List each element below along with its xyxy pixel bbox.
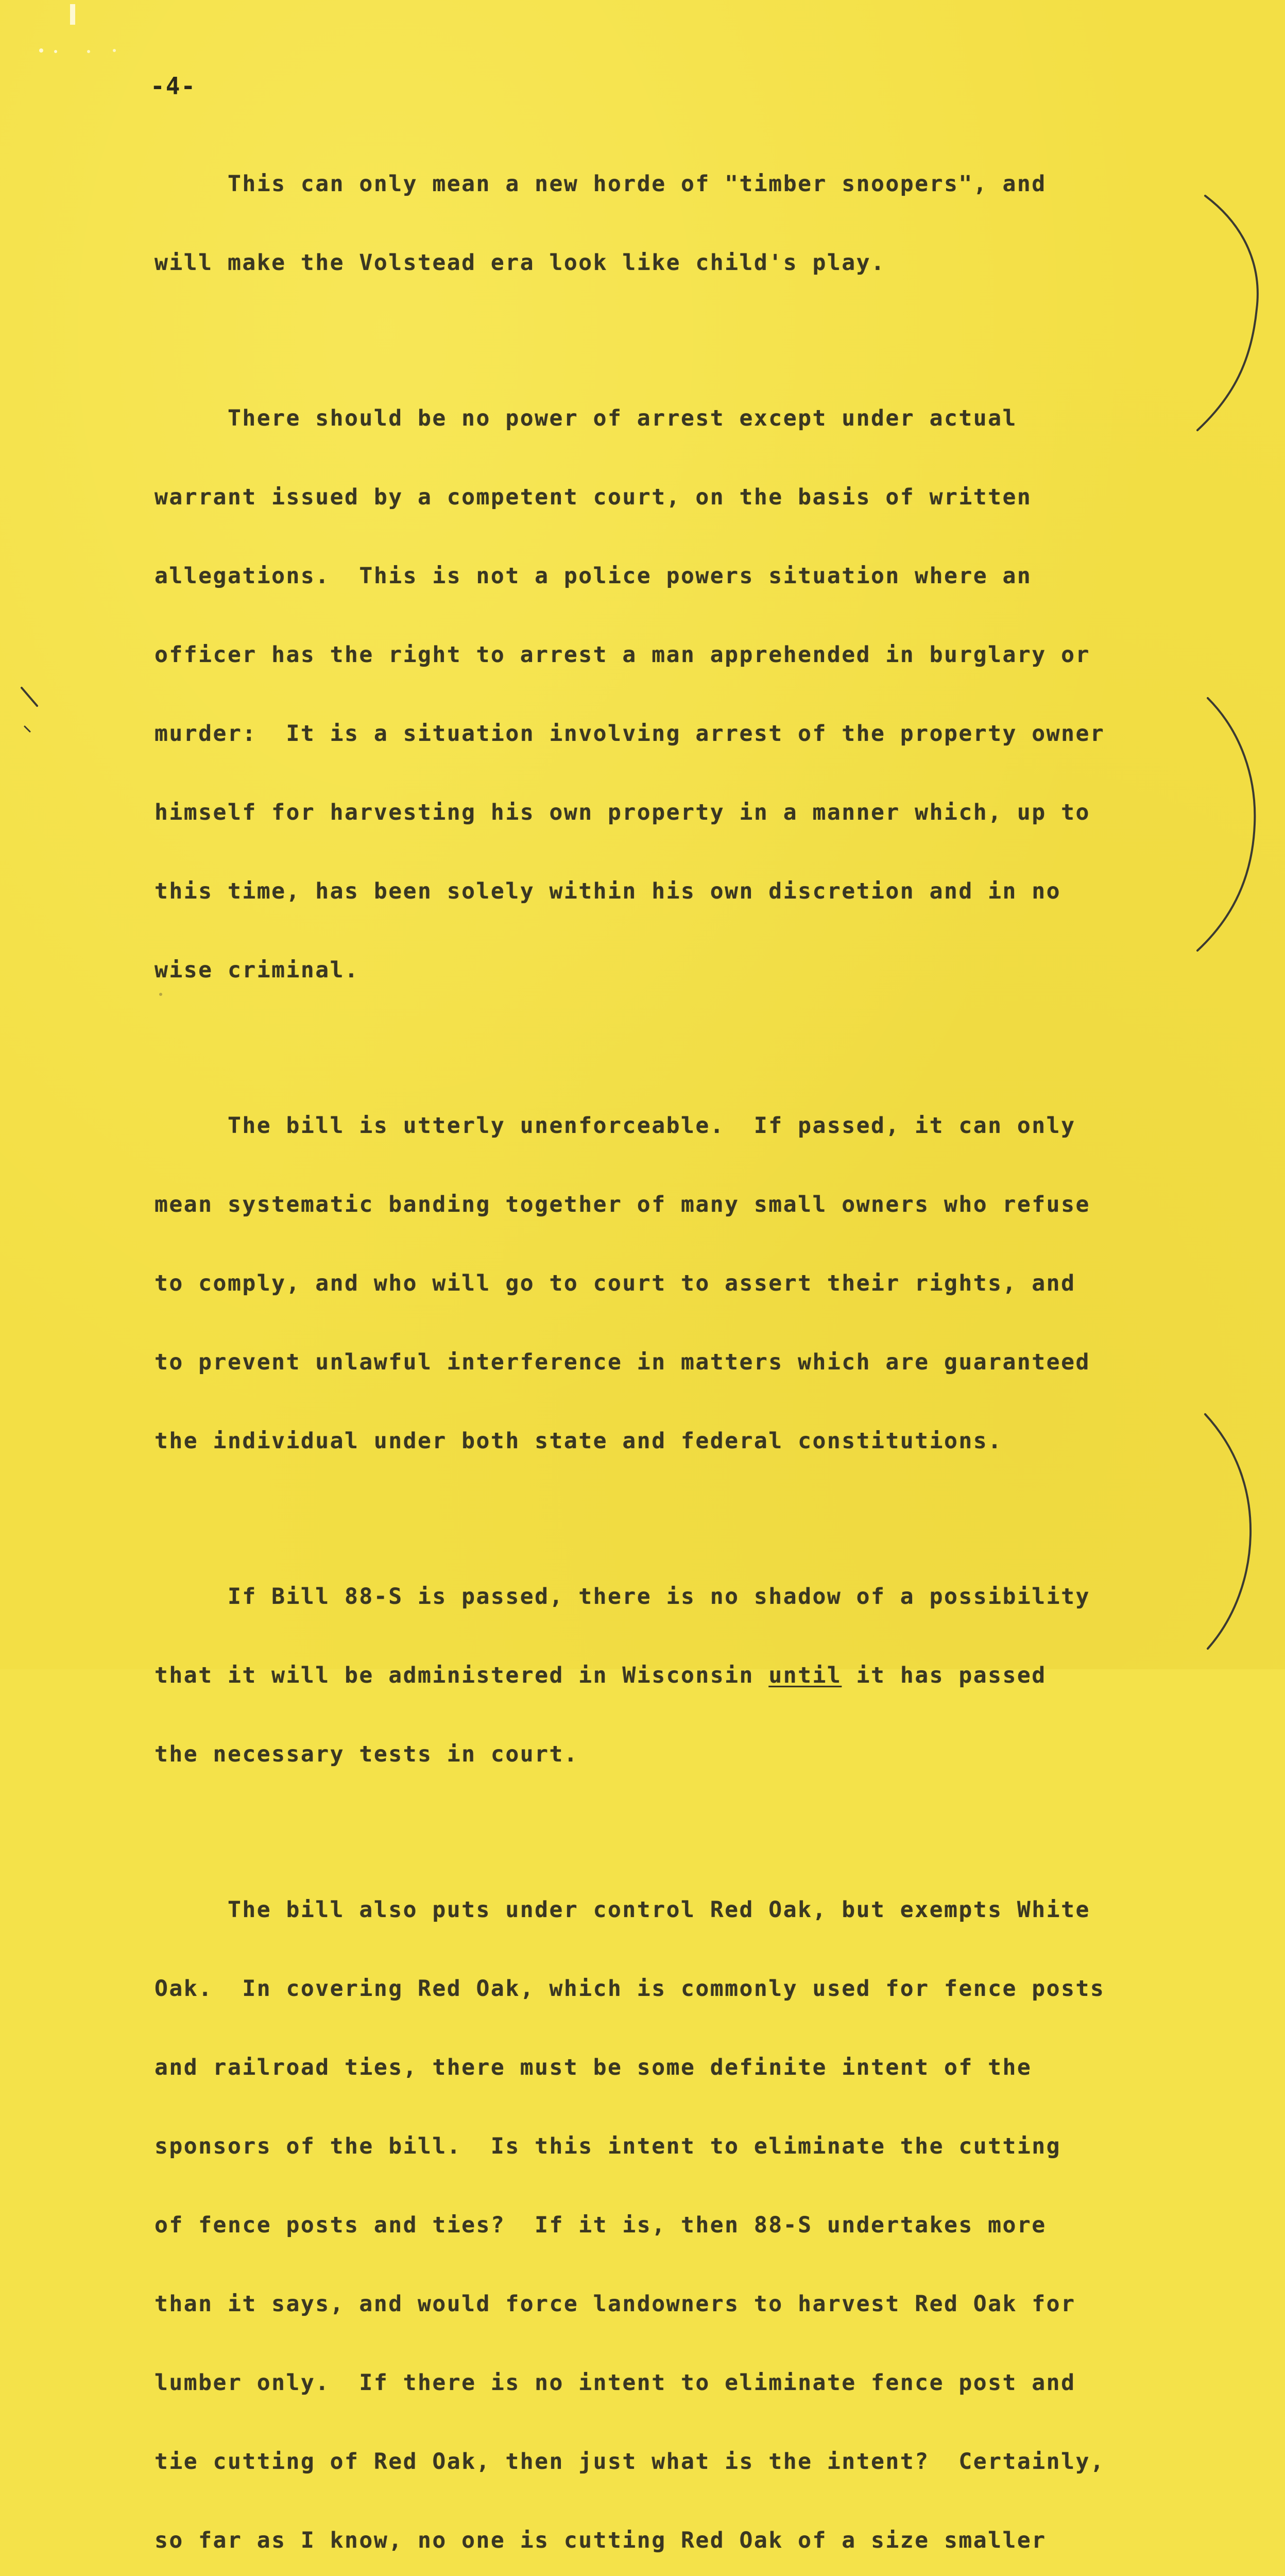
page-number: -4- <box>150 72 197 100</box>
text-segment: that it will be administered in Wisconsin <box>155 1663 769 1688</box>
text-line: warrant issued by a competent court, on the basis of written <box>155 484 1032 510</box>
paragraph-power-of-arrest <box>155 353 1185 1036</box>
underlined-word: until <box>768 1663 842 1688</box>
margin-bracket-arrest <box>1197 196 1258 430</box>
margin-bracket-red-oak <box>1197 698 1255 951</box>
paragraph-red-oak <box>155 1844 1185 2576</box>
text-line: allegations. This is not a police powers situation where an <box>155 563 1032 589</box>
text-line <box>155 1663 1185 1689</box>
text-line: If Bill 88-S is passed, there is no shadow of a possibility <box>155 1584 1090 1609</box>
text-line: tie cutting of Red Oak, then just what is the intent? Certainly, <box>155 2449 1105 2475</box>
edge-speck <box>70 4 75 25</box>
pencil-tick-mark <box>25 726 30 732</box>
paragraph-bill-88s-passed <box>155 1531 1185 1820</box>
text-line: lumber only. If there is no intent to eliminate fence post and <box>155 2370 1076 2396</box>
text-segment: it has passed <box>842 1663 1047 1688</box>
text-line: than it says, and would force landowners to harvest Red Oak for <box>155 2291 1076 2317</box>
pencil-tick-mark <box>22 688 37 706</box>
paragraph-unenforceable <box>155 1060 1185 1507</box>
text-line: mean systematic banding together of many small owners who refuse <box>155 1192 1090 1217</box>
text-line: himself for harvesting his own property in a manner which, up to <box>155 800 1090 825</box>
text-line: and railroad ties, there must be some definite intent of the <box>155 2055 1032 2080</box>
text-line: The bill is utterly unenforceable. If passed, it can only <box>155 1113 1076 1139</box>
text-line: Oak. In covering Red Oak, which is commonly used for fence posts <box>155 1976 1105 2002</box>
edge-speck <box>113 49 116 52</box>
edge-speck <box>54 50 57 53</box>
edge-speck <box>39 48 43 53</box>
document-body <box>155 118 1185 2576</box>
margin-bracket-leopold <box>1205 1414 1250 1649</box>
text-line: This can only mean a new horde of "timber snoopers", and <box>155 171 1047 197</box>
text-line: so far as I know, no one is cutting Red Oak of a size smaller <box>155 2528 1047 2553</box>
text-line: the individual under both state and federal constitutions. <box>155 1428 1003 1454</box>
text-line: wise criminal. <box>155 957 359 983</box>
paragraph-timber-snoopers <box>155 118 1185 329</box>
text-line: this time, has been solely within his own discretion and in no <box>155 878 1061 904</box>
text-line: sponsors of the bill. Is this intent to eliminate the cutting <box>155 2133 1061 2159</box>
text-line: murder: It is a situation involving arrest of the property owner <box>155 721 1105 747</box>
text-line: There should be no power of arrest except under actual <box>155 405 1017 431</box>
text-line: will make the Volstead era look like child's play. <box>155 250 886 276</box>
text-line: to comply, and who will go to court to assert their rights, and <box>155 1270 1076 1296</box>
edge-speck <box>87 50 90 53</box>
text-line: to prevent unlawful interference in matters which are guaranteed <box>155 1349 1090 1375</box>
text-line: officer has the right to arrest a man apprehended in burglary or <box>155 642 1090 668</box>
text-line: The bill also puts under control Red Oak, but exempts White <box>155 1897 1090 1923</box>
text-line: of fence posts and ties? If it is, then 88-S undertakes more <box>155 2212 1047 2238</box>
text-line: the necessary tests in court. <box>155 1741 579 1767</box>
